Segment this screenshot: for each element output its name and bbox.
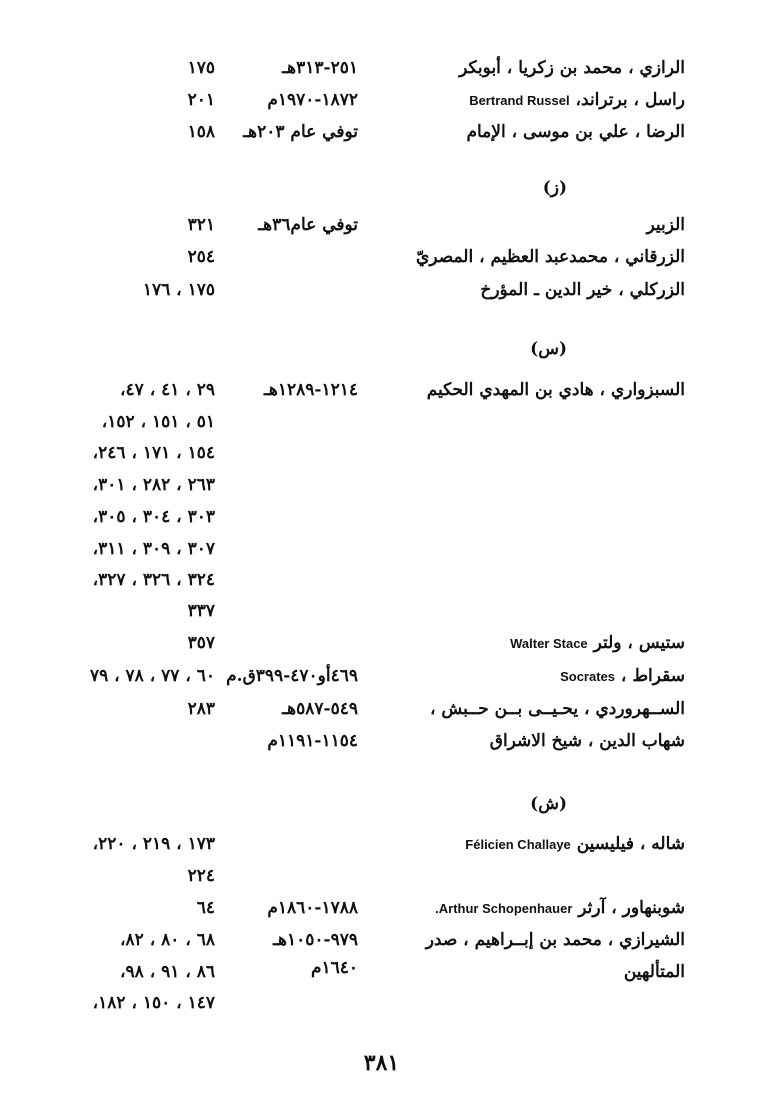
entry-date-razi: ٢٥١-٣١٣هـ bbox=[282, 58, 358, 78]
section-heading-zay: (ز) bbox=[542, 178, 567, 198]
entry-pages-rida: ١٥٨ bbox=[187, 122, 215, 142]
entry-name-schopenhauer bbox=[435, 897, 685, 920]
entry-name-socrates-arabic: سقراط ، bbox=[620, 666, 685, 686]
entry-name-socrates-latin: Socrates bbox=[560, 669, 615, 684]
entry-name-schopenhauer-latin: Arthur Schopenhauer. bbox=[435, 901, 573, 916]
entry-name-challaye-arabic: شاله ، فيليسين bbox=[576, 834, 685, 854]
entry-date-shirazi: ٩٧٩-١٠٥٠هـ bbox=[273, 930, 358, 950]
entry-name-stace-latin: Walter Stace bbox=[510, 636, 588, 651]
entry-name-stace-arabic: ستيس ، ولتر bbox=[593, 633, 685, 653]
section-heading-sin: (س) bbox=[530, 339, 567, 359]
entry-name-suhrawardi: الســهروردي ، يحـيــى بــن حــبش ، bbox=[430, 699, 685, 719]
entry-name-rida: الرضا ، علي بن موسى ، الإمام bbox=[466, 122, 685, 142]
entry-pages-shirazi-line: ٦٨ ، ٨٠ ، ٨٢، bbox=[120, 930, 215, 950]
entry-pages-sabzawari-line: ٢٩ ، ٤١ ، ٤٧، bbox=[120, 380, 215, 400]
entry-date-sabzawari: ١٢١٤-١٢٨٩هـ bbox=[263, 380, 358, 400]
entry-name-zurqani: الزرقاني ، محمدعبد العظيم ، المصريّ bbox=[416, 247, 685, 267]
entry-name-shirazi: الشيرازي ، محمد بن إبــراهيم ، صدر bbox=[425, 930, 685, 950]
entry-pages-zurqani: ٢٥٤ bbox=[187, 247, 215, 267]
entry-date-shirazi-cont: ١٦٤٠م bbox=[310, 958, 358, 978]
entry-date-schopenhauer: ١٧٨٨-١٨٦٠م bbox=[267, 898, 358, 918]
entry-pages-razi: ١٧٥ bbox=[187, 58, 215, 78]
entry-date-rida: توفي عام ٢٠٣هـ bbox=[243, 122, 358, 142]
entry-date-zubayr: توفي عام٣٦هـ bbox=[258, 215, 358, 235]
entry-name-russell-arabic: راسل ، برتراند، bbox=[575, 90, 685, 110]
entry-pages-sabzawari-line: ٣٠٧ ، ٣٠٩ ، ٣١١، bbox=[92, 539, 215, 559]
entry-name-sabzawari: السبزواري ، هادي بن المهدي الحكيم bbox=[426, 380, 685, 400]
entry-date-suhrawardi-cont: ١١٥٤-١١٩١م bbox=[267, 731, 358, 751]
entry-pages-zirikli: ١٧٥ ، ١٧٦ bbox=[142, 280, 215, 300]
entry-pages-socrates: ٦٠ ، ٧٧ ، ٧٨ ، ٧٩ bbox=[89, 666, 215, 686]
entry-pages-challaye-line: ١٧٣ ، ٢١٩ ، ٢٢٠، bbox=[92, 834, 215, 854]
entry-pages-sabzawari-line: ٣٠٣ ، ٣٠٤ ، ٣٠٥، bbox=[92, 507, 215, 527]
entry-name-russell bbox=[469, 89, 685, 112]
page-number: ٣٨١ bbox=[363, 1050, 400, 1076]
entry-pages-sabzawari-line: ٣٢٤ ، ٣٢٦ ، ٣٢٧، bbox=[92, 570, 215, 590]
entry-name-suhrawardi-cont: شهاب الدين ، شيخ الاشراق bbox=[489, 731, 685, 751]
entry-pages-sabzawari-line: ٣٣٧ bbox=[187, 601, 215, 621]
entry-pages-sabzawari-line: ١٥٤ ، ١٧١ ، ٢٤٦، bbox=[92, 443, 215, 463]
entry-name-stace bbox=[510, 632, 685, 655]
entry-pages-zubayr: ٣٢١ bbox=[187, 215, 215, 235]
entry-name-zirikli: الزركلي ، خير الدين ـ المؤرخ bbox=[480, 280, 685, 300]
entry-name-razi: الرازي ، محمد بن زكريا ، أبوبكر bbox=[459, 58, 685, 78]
entry-pages-suhrawardi: ٢٨٣ bbox=[187, 699, 215, 719]
entry-name-zubayr: الزبير bbox=[646, 215, 685, 235]
entry-name-challaye bbox=[465, 833, 685, 856]
entry-pages-shirazi-line: ١٤٧ ، ١٥٠ ، ١٨٢، bbox=[92, 993, 215, 1013]
entry-name-challaye-latin: Félicien Challaye bbox=[465, 837, 571, 852]
entry-pages-russell: ٢٠١ bbox=[187, 90, 215, 110]
section-heading-shin: (ش) bbox=[530, 794, 567, 814]
entry-date-russell: ١٨٧٢-١٩٧٠م bbox=[267, 90, 358, 110]
entry-pages-sabzawari-line: ٢٦٣ ، ٢٨٢ ، ٣٠١، bbox=[92, 475, 215, 495]
entry-pages-challaye-line: ٢٢٤ bbox=[187, 866, 215, 886]
entry-pages-schopenhauer: ٦٤ bbox=[196, 898, 215, 918]
entry-name-russell-latin: Bertrand Russel bbox=[469, 93, 570, 108]
entry-name-socrates bbox=[560, 665, 685, 688]
entry-pages-sabzawari-line: ٥١ ، ١٥١ ، ١٥٢، bbox=[101, 412, 215, 432]
entry-pages-stace: ٣٥٧ bbox=[187, 633, 215, 653]
entry-name-shirazi-cont: المتألهين bbox=[623, 962, 685, 982]
entry-pages-shirazi-line: ٨٦ ، ٩١ ، ٩٨، bbox=[120, 962, 215, 982]
entry-date-socrates: ٤٦٩أو٤٧٠-٣٩٩ق.م bbox=[226, 666, 358, 686]
entry-date-suhrawardi: ٥٤٩-٥٨٧هـ bbox=[282, 699, 358, 719]
entry-name-schopenhauer-arabic: شوبنهاور ، آرثر bbox=[578, 898, 685, 918]
